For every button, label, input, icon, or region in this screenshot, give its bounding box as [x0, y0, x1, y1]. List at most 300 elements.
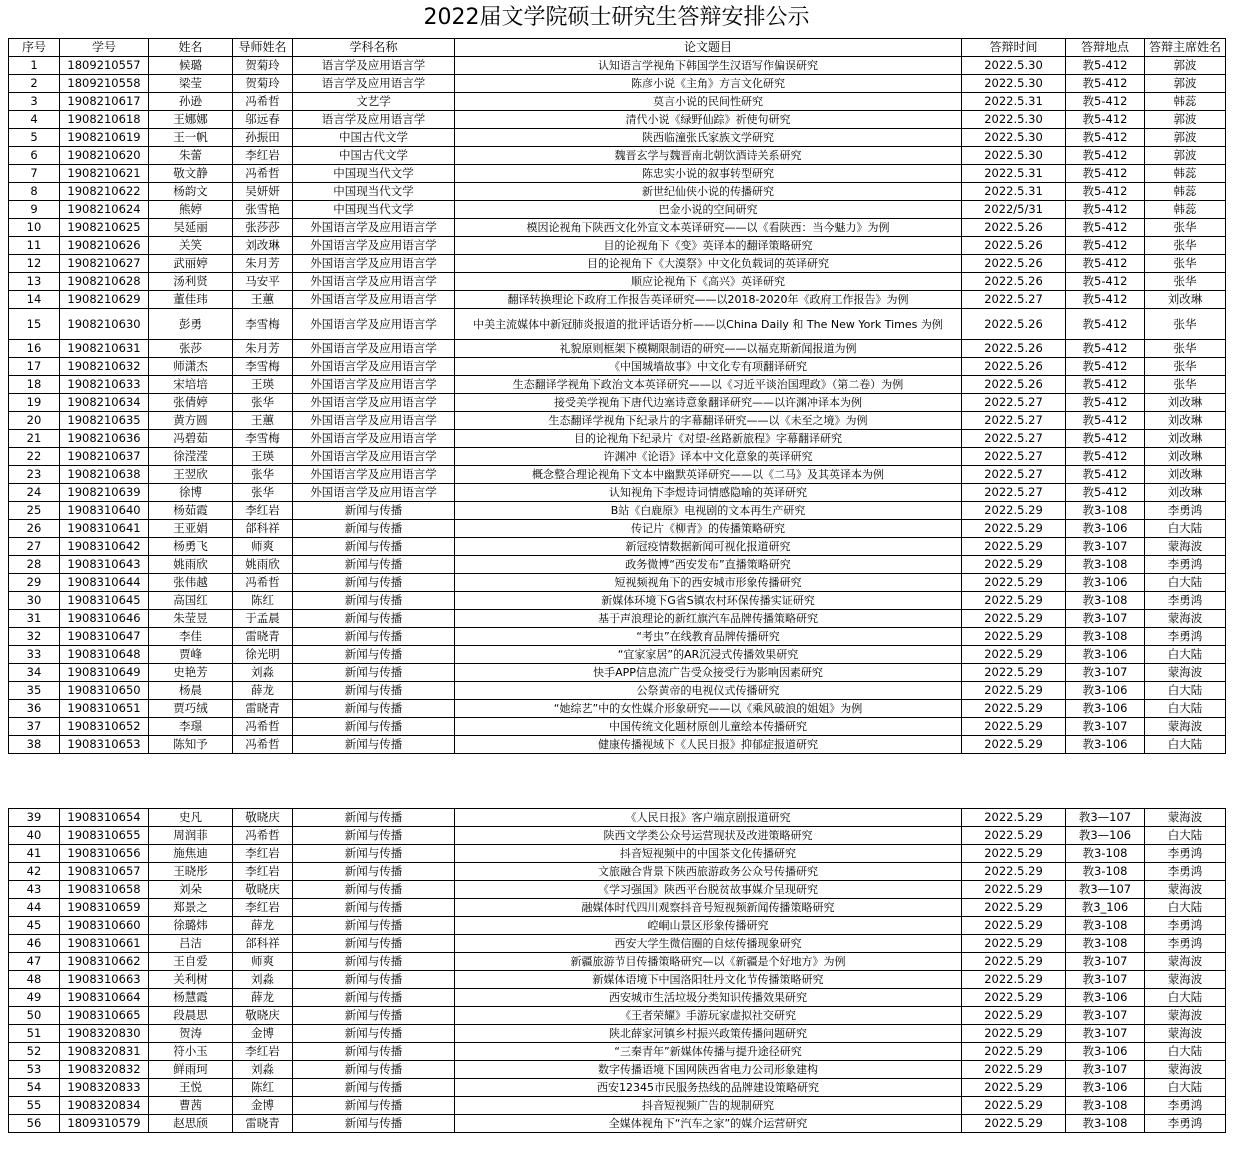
cell-advisor: 刘淼 — [233, 1061, 293, 1079]
cell-discipline: 新闻与传播 — [293, 1043, 455, 1061]
cell-defense-location: 教5-412 — [1066, 183, 1145, 201]
cell-name: 赵思颀 — [149, 1115, 233, 1133]
table-row — [9, 57, 1226, 75]
cell-chair: 张华 — [1145, 376, 1226, 394]
cell-defense-time: 2022.5.29 — [962, 1079, 1066, 1097]
cell-no: 4 — [9, 111, 60, 129]
cell-defense-time: 2022.5.27 — [962, 412, 1066, 430]
cell-defense-location: 教3-108 — [1066, 1115, 1145, 1133]
cell-discipline: 新闻与传播 — [293, 935, 455, 953]
cell-discipline: 新闻与传播 — [293, 574, 455, 592]
cell-thesis-title: 传记片《柳青》的传播策略研究 — [455, 520, 962, 538]
cell-discipline: 外国语言学及应用语言学 — [293, 412, 455, 430]
cell-advisor: 刘改琳 — [233, 237, 293, 255]
cell-discipline: 新闻与传播 — [293, 845, 455, 863]
table-row — [9, 845, 1226, 863]
table-row — [9, 809, 1226, 827]
cell-no: 10 — [9, 219, 60, 237]
cell-chair: 张华 — [1145, 273, 1226, 291]
cell-thesis-title: 新媒体环境下G省S镇农村环保传播实证研究 — [455, 592, 962, 610]
cell-defense-location: 教5-412 — [1066, 201, 1145, 219]
cell-defense-time: 2022.5.29 — [962, 610, 1066, 628]
cell-discipline: 外国语言学及应用语言学 — [293, 340, 455, 358]
cell-student-id: 1908310641 — [60, 520, 149, 538]
cell-name: 郑景之 — [149, 899, 233, 917]
cell-student-id: 1908210625 — [60, 219, 149, 237]
cell-name: 武丽婷 — [149, 255, 233, 273]
cell-defense-location: 教3-106 — [1066, 989, 1145, 1007]
cell-advisor: 于孟晨 — [233, 610, 293, 628]
cell-advisor: 冯希哲 — [233, 574, 293, 592]
cell-advisor: 李红岩 — [233, 502, 293, 520]
table-row — [9, 1061, 1226, 1079]
table-row — [9, 376, 1226, 394]
cell-thesis-title: 翻译转换理论下政府工作报告英译研究——以2018-2020年《政府工作报告》为例 — [455, 291, 962, 309]
page-title: 2022届文学院硕士研究生答辩安排公示 — [423, 5, 810, 30]
cell-discipline: 中国古代文学 — [293, 129, 455, 147]
cell-defense-location: 教3-107 — [1066, 1007, 1145, 1025]
cell-defense-time: 2022.5.29 — [962, 917, 1066, 935]
cell-name: 贺涛 — [149, 1025, 233, 1043]
cell-thesis-title: 融媒体时代四川观察抖音号短视频新闻传播策略研究 — [455, 899, 962, 917]
cell-defense-location: 教5-412 — [1066, 255, 1145, 273]
cell-chair: 张华 — [1145, 358, 1226, 376]
cell-chair: 李勇鸿 — [1145, 628, 1226, 646]
cell-defense-location: 教3-108 — [1066, 917, 1145, 935]
table-row — [9, 201, 1226, 219]
cell-discipline: 外国语言学及应用语言学 — [293, 309, 455, 340]
cell-chair: 蒙海波 — [1145, 718, 1226, 736]
cell-defense-location: 教5-412 — [1066, 358, 1145, 376]
cell-name: 鲜雨珂 — [149, 1061, 233, 1079]
cell-thesis-title: B站《白鹿原》电视剧的文本再生产研究 — [455, 502, 962, 520]
cell-advisor: 雷晓青 — [233, 1115, 293, 1133]
cell-no: 1 — [9, 57, 60, 75]
table-row — [9, 1097, 1226, 1115]
cell-no: 25 — [9, 502, 60, 520]
cell-chair: 白大陆 — [1145, 520, 1226, 538]
cell-chair: 白大陆 — [1145, 827, 1226, 845]
cell-chair: 李勇鸿 — [1145, 845, 1226, 863]
cell-name: 张伟越 — [149, 574, 233, 592]
cell-defense-location: 教3-106 — [1066, 520, 1145, 538]
cell-thesis-title: 崆峒山景区形象传播研究 — [455, 917, 962, 935]
cell-chair: 白大陆 — [1145, 736, 1226, 754]
cell-name: 吴延丽 — [149, 219, 233, 237]
cell-advisor: 李雪梅 — [233, 309, 293, 340]
cell-chair: 蒙海波 — [1145, 538, 1226, 556]
cell-defense-time: 2022.5.29 — [962, 592, 1066, 610]
cell-discipline: 外国语言学及应用语言学 — [293, 237, 455, 255]
cell-student-id: 1809310579 — [60, 1115, 149, 1133]
cell-discipline: 新闻与传播 — [293, 592, 455, 610]
cell-advisor: 李红岩 — [233, 845, 293, 863]
cell-discipline: 外国语言学及应用语言学 — [293, 430, 455, 448]
cell-chair: 白大陆 — [1145, 1079, 1226, 1097]
cell-defense-time: 2022.5.29 — [962, 502, 1066, 520]
cell-discipline: 外国语言学及应用语言学 — [293, 291, 455, 309]
cell-student-id: 1908210622 — [60, 183, 149, 201]
cell-thesis-title: 目的论视角下《变》英译本的翻译策略研究 — [455, 237, 962, 255]
header-row — [9, 39, 1226, 57]
cell-advisor: 郃科祥 — [233, 520, 293, 538]
cell-defense-time: 2022.5.31 — [962, 93, 1066, 111]
cell-defense-location: 教3-107 — [1066, 538, 1145, 556]
table-row — [9, 592, 1226, 610]
cell-advisor: 李红岩 — [233, 863, 293, 881]
cell-thesis-title: 健康传播视域下《人民日报》抑郁症报道研究 — [455, 736, 962, 754]
cell-defense-location: 教3-106 — [1066, 736, 1145, 754]
cell-name: 徐滢滢 — [149, 448, 233, 466]
cell-chair: 李勇鸿 — [1145, 863, 1226, 881]
cell-thesis-title: 认知语言学视角下韩国学生汉语写作偏误研究 — [455, 57, 962, 75]
cell-thesis-title: 西安12345市民服务热线的品牌建设策略研究 — [455, 1079, 962, 1097]
cell-discipline: 新闻与传播 — [293, 520, 455, 538]
cell-student-id: 1908310654 — [60, 809, 149, 827]
cell-name: 符小玉 — [149, 1043, 233, 1061]
cell-thesis-title: “她综艺”中的女性媒介形象研究——以《乘风破浪的姐姐》为例 — [455, 700, 962, 718]
cell-student-id: 1908310656 — [60, 845, 149, 863]
col-header-no: 序号 — [9, 39, 60, 57]
cell-defense-time: 2022.5.31 — [962, 183, 1066, 201]
table-row — [9, 953, 1226, 971]
cell-defense-location: 教3-107 — [1066, 718, 1145, 736]
cell-chair: 白大陆 — [1145, 700, 1226, 718]
cell-no: 14 — [9, 291, 60, 309]
cell-defense-time: 2022.5.27 — [962, 291, 1066, 309]
col-header-discipline: 学科名称 — [293, 39, 455, 57]
cell-discipline: 新闻与传播 — [293, 556, 455, 574]
cell-thesis-title: 模因论视角下陕西文化外宣文本英译研究——以《看陕西：当今魅力》为例 — [455, 219, 962, 237]
cell-thesis-title: 《学习强国》陕西平台脱贫故事媒介呈现研究 — [455, 881, 962, 899]
cell-defense-time: 2022.5.29 — [962, 538, 1066, 556]
cell-thesis-title: 《中国城墙故事》中文化专有项翻译研究 — [455, 358, 962, 376]
cell-student-id: 1809210557 — [60, 57, 149, 75]
table-row — [9, 989, 1226, 1007]
cell-defense-location: 教3—107 — [1066, 809, 1145, 827]
cell-student-id: 1908210634 — [60, 394, 149, 412]
cell-defense-time: 2022.5.27 — [962, 430, 1066, 448]
cell-advisor: 陈红 — [233, 592, 293, 610]
cell-defense-location: 教3-107 — [1066, 1025, 1145, 1043]
table-row — [9, 700, 1226, 718]
cell-no: 35 — [9, 682, 60, 700]
cell-name: 王亚娟 — [149, 520, 233, 538]
cell-discipline: 语言学及应用语言学 — [293, 75, 455, 93]
table-row — [9, 111, 1226, 129]
cell-thesis-title: 《人民日报》客户端京剧报道研究 — [455, 809, 962, 827]
cell-defense-location: 教3-107 — [1066, 1061, 1145, 1079]
cell-discipline: 中国现当代文学 — [293, 201, 455, 219]
cell-defense-time: 2022.5.30 — [962, 75, 1066, 93]
cell-student-id: 1908210638 — [60, 466, 149, 484]
table-row — [9, 917, 1226, 935]
cell-defense-time: 2022.5.26 — [962, 219, 1066, 237]
cell-student-id: 1908210628 — [60, 273, 149, 291]
cell-chair: 李勇鸿 — [1145, 592, 1226, 610]
cell-thesis-title: 认知视角下李煜诗词情感隐喻的英译研究 — [455, 484, 962, 502]
cell-defense-location: 教3-107 — [1066, 664, 1145, 682]
cell-student-id: 1908310655 — [60, 827, 149, 845]
cell-no: 52 — [9, 1043, 60, 1061]
cell-defense-location: 教3-108 — [1066, 935, 1145, 953]
cell-discipline: 中国现当代文学 — [293, 183, 455, 201]
cell-no: 51 — [9, 1025, 60, 1043]
cell-no: 55 — [9, 1097, 60, 1115]
cell-defense-time: 2022.5.29 — [962, 718, 1066, 736]
cell-chair: 张华 — [1145, 255, 1226, 273]
table-row — [9, 165, 1226, 183]
cell-discipline: 新闻与传播 — [293, 538, 455, 556]
cell-chair: 白大陆 — [1145, 682, 1226, 700]
cell-defense-location: 教3-106 — [1066, 1079, 1145, 1097]
cell-no: 28 — [9, 556, 60, 574]
cell-defense-time: 2022.5.29 — [962, 971, 1066, 989]
cell-discipline: 新闻与传播 — [293, 682, 455, 700]
cell-thesis-title: 生态翻译学视角下纪录片的字幕翻译研究——以《未至之境》为例 — [455, 412, 962, 430]
cell-thesis-title: 抖音短视频中的中国茶文化传播研究 — [455, 845, 962, 863]
cell-no: 3 — [9, 93, 60, 111]
cell-defense-location: 教5-412 — [1066, 273, 1145, 291]
cell-advisor: 师爽 — [233, 538, 293, 556]
cell-chair: 李勇鸿 — [1145, 1097, 1226, 1115]
cell-defense-time: 2022.5.29 — [962, 700, 1066, 718]
cell-student-id: 1908210639 — [60, 484, 149, 502]
cell-no: 27 — [9, 538, 60, 556]
cell-advisor: 徐光明 — [233, 646, 293, 664]
cell-name: 贾巧绒 — [149, 700, 233, 718]
table-row — [9, 1007, 1226, 1025]
cell-name: 刘朵 — [149, 881, 233, 899]
table-row — [9, 484, 1226, 502]
cell-name: 贾峰 — [149, 646, 233, 664]
cell-defense-location: 教3-107 — [1066, 610, 1145, 628]
cell-discipline: 新闻与传播 — [293, 863, 455, 881]
cell-name: 关利树 — [149, 971, 233, 989]
cell-thesis-title: 陕西临潼张氏家族文学研究 — [455, 129, 962, 147]
cell-student-id: 1908310652 — [60, 718, 149, 736]
cell-defense-location: 教3-106 — [1066, 574, 1145, 592]
cell-defense-time: 2022.5.29 — [962, 646, 1066, 664]
cell-name: 熊婷 — [149, 201, 233, 219]
cell-name: 徐璐炜 — [149, 917, 233, 935]
cell-chair: 蒙海波 — [1145, 1025, 1226, 1043]
cell-defense-time: 2022.5.29 — [962, 863, 1066, 881]
cell-student-id: 1908310665 — [60, 1007, 149, 1025]
cell-thesis-title: 新媒体语境下中国洛阳牡丹文化节传播策略研究 — [455, 971, 962, 989]
table-row — [9, 412, 1226, 430]
cell-chair: 刘改琳 — [1145, 394, 1226, 412]
cell-defense-location: 教3-106 — [1066, 682, 1145, 700]
table-row — [9, 340, 1226, 358]
cell-defense-time: 2022/5/31 — [962, 201, 1066, 219]
table-row — [9, 1025, 1226, 1043]
cell-chair: 张华 — [1145, 309, 1226, 340]
cell-no: 32 — [9, 628, 60, 646]
cell-discipline: 语言学及应用语言学 — [293, 57, 455, 75]
cell-chair: 郭波 — [1145, 111, 1226, 129]
cell-name: 段晨思 — [149, 1007, 233, 1025]
cell-student-id: 1908210621 — [60, 165, 149, 183]
cell-student-id: 1908310651 — [60, 700, 149, 718]
cell-advisor: 姚雨欣 — [233, 556, 293, 574]
table-row — [9, 291, 1226, 309]
cell-no: 26 — [9, 520, 60, 538]
cell-advisor: 刘淼 — [233, 971, 293, 989]
cell-thesis-title: 顺应论视角下《高兴》英译研究 — [455, 273, 962, 291]
cell-thesis-title: 新世纪仙侠小说的传播研究 — [455, 183, 962, 201]
cell-defense-location: 教3-106 — [1066, 700, 1145, 718]
cell-defense-location: 教5-412 — [1066, 75, 1145, 93]
cell-no: 20 — [9, 412, 60, 430]
cell-discipline: 新闻与传播 — [293, 664, 455, 682]
cell-defense-time: 2022.5.29 — [962, 827, 1066, 845]
cell-defense-location: 教5-412 — [1066, 412, 1145, 430]
cell-discipline: 新闻与传播 — [293, 610, 455, 628]
cell-name: 张莎 — [149, 340, 233, 358]
table-row — [9, 899, 1226, 917]
cell-advisor: 冯希哲 — [233, 93, 293, 111]
cell-no: 11 — [9, 237, 60, 255]
cell-name: 王娜娜 — [149, 111, 233, 129]
cell-chair: 郭波 — [1145, 129, 1226, 147]
cell-discipline: 新闻与传播 — [293, 1007, 455, 1025]
cell-chair: 刘改琳 — [1145, 291, 1226, 309]
cell-chair: 白大陆 — [1145, 1043, 1226, 1061]
cell-advisor: 敬晓庆 — [233, 881, 293, 899]
cell-student-id: 1908310648 — [60, 646, 149, 664]
cell-no: 56 — [9, 1115, 60, 1133]
cell-thesis-title: 巴金小说的空间研究 — [455, 201, 962, 219]
cell-no: 5 — [9, 129, 60, 147]
cell-defense-time: 2022.5.29 — [962, 989, 1066, 1007]
table-row — [9, 935, 1226, 953]
cell-defense-location: 教5-412 — [1066, 448, 1145, 466]
cell-no: 24 — [9, 484, 60, 502]
cell-student-id: 1908310642 — [60, 538, 149, 556]
table-row — [9, 273, 1226, 291]
cell-name: 史艳芳 — [149, 664, 233, 682]
cell-no: 17 — [9, 358, 60, 376]
cell-no: 37 — [9, 718, 60, 736]
cell-defense-location: 教3-108 — [1066, 863, 1145, 881]
table-row — [9, 538, 1226, 556]
cell-thesis-title: 中美主流媒体中新冠肺炎报道的批评话语分析——以China Daily 和 The New York Times 为例 — [455, 309, 962, 340]
cell-name: 彭勇 — [149, 309, 233, 340]
cell-defense-location: 教3-107 — [1066, 953, 1145, 971]
cell-defense-location: 教5-412 — [1066, 466, 1145, 484]
cell-defense-location: 教3-108 — [1066, 502, 1145, 520]
cell-defense-time: 2022.5.26 — [962, 376, 1066, 394]
cell-student-id: 1908310657 — [60, 863, 149, 881]
cell-no: 29 — [9, 574, 60, 592]
table-row — [9, 664, 1226, 682]
cell-defense-location: 教5-412 — [1066, 219, 1145, 237]
cell-defense-location: 教3-106 — [1066, 1043, 1145, 1061]
table-row — [9, 1079, 1226, 1097]
cell-discipline: 外国语言学及应用语言学 — [293, 255, 455, 273]
cell-discipline: 语言学及应用语言学 — [293, 111, 455, 129]
cell-student-id: 1809210558 — [60, 75, 149, 93]
cell-student-id: 1908210624 — [60, 201, 149, 219]
cell-advisor: 郃科祥 — [233, 935, 293, 953]
cell-thesis-title: 公祭黄帝的电视仪式传播研究 — [455, 682, 962, 700]
cell-no: 22 — [9, 448, 60, 466]
cell-defense-location: 教3-108 — [1066, 845, 1145, 863]
cell-thesis-title: 西安城市生活垃圾分类知识传播效果研究 — [455, 989, 962, 1007]
cell-chair: 张华 — [1145, 219, 1226, 237]
cell-name: 王一帆 — [149, 129, 233, 147]
cell-thesis-title: 许渊冲《论语》译本中文化意象的英译研究 — [455, 448, 962, 466]
cell-chair: 蒙海波 — [1145, 953, 1226, 971]
cell-chair: 李勇鸿 — [1145, 935, 1226, 953]
col-header-name: 姓名 — [149, 39, 233, 57]
cell-name: 王翌欣 — [149, 466, 233, 484]
cell-no: 34 — [9, 664, 60, 682]
cell-thesis-title: 陈忠实小说的叙事转型研究 — [455, 165, 962, 183]
cell-student-id: 1908310643 — [60, 556, 149, 574]
cell-thesis-title: 目的论视角下纪录片《对望-丝路新旅程》字幕翻译研究 — [455, 430, 962, 448]
col-header-defense-time: 答辩时间 — [962, 39, 1066, 57]
cell-thesis-title: 概念整合理论视角下文本中幽默英译研究——以《二马》及其英译本为例 — [455, 466, 962, 484]
col-header-advisor: 导师姓名 — [233, 39, 293, 57]
cell-no: 33 — [9, 646, 60, 664]
table-row — [9, 394, 1226, 412]
table-row — [9, 448, 1226, 466]
cell-name: 杨茹霞 — [149, 502, 233, 520]
cell-thesis-title: 陈彦小说《主角》方言文化研究 — [455, 75, 962, 93]
cell-defense-time: 2022.5.29 — [962, 664, 1066, 682]
cell-discipline: 新闻与传播 — [293, 718, 455, 736]
cell-thesis-title: 《王者荣耀》手游玩家虚拟社交研究 — [455, 1007, 962, 1025]
cell-defense-location: 教5-412 — [1066, 430, 1145, 448]
cell-advisor: 王瑛 — [233, 448, 293, 466]
cell-thesis-title: 清代小说《绿野仙踪》祈使句研究 — [455, 111, 962, 129]
cell-no: 36 — [9, 700, 60, 718]
cell-discipline: 新闻与传播 — [293, 1097, 455, 1115]
cell-discipline: 外国语言学及应用语言学 — [293, 394, 455, 412]
cell-name: 董佳玮 — [149, 291, 233, 309]
cell-discipline: 中国现当代文学 — [293, 165, 455, 183]
cell-discipline: 新闻与传播 — [293, 971, 455, 989]
cell-defense-time: 2022.5.29 — [962, 1061, 1066, 1079]
cell-advisor: 李红岩 — [233, 147, 293, 165]
cell-chair: 白大陆 — [1145, 989, 1226, 1007]
cell-defense-time: 2022.5.29 — [962, 953, 1066, 971]
cell-no: 46 — [9, 935, 60, 953]
cell-thesis-title: 短视频视角下的西安城市形象传播研究 — [455, 574, 962, 592]
cell-advisor: 雷晓青 — [233, 700, 293, 718]
cell-defense-time: 2022.5.29 — [962, 1115, 1066, 1133]
cell-defense-location: 教3-108 — [1066, 1097, 1145, 1115]
cell-thesis-title: 数字传播语境下国网陕西省电力公司形象建构 — [455, 1061, 962, 1079]
cell-chair: 蒙海波 — [1145, 881, 1226, 899]
cell-thesis-title: 陕西文学类公众号运营现状及改进策略研究 — [455, 827, 962, 845]
cell-no: 31 — [9, 610, 60, 628]
col-header-student-id: 学号 — [60, 39, 149, 57]
cell-defense-location: 教5-412 — [1066, 93, 1145, 111]
cell-advisor: 王蕙 — [233, 412, 293, 430]
defense-table-part-2 — [8, 808, 1226, 1133]
cell-thesis-title: 礼貌原则框架下模糊限制语的研究——以福克斯新闻报道为例 — [455, 340, 962, 358]
cell-name: 高国红 — [149, 592, 233, 610]
cell-advisor: 薛龙 — [233, 682, 293, 700]
cell-defense-location: 教5-412 — [1066, 129, 1145, 147]
cell-thesis-title: 基于声浪理论的新红旗汽车品牌传播策略研究 — [455, 610, 962, 628]
cell-chair: 刘改琳 — [1145, 448, 1226, 466]
cell-discipline: 外国语言学及应用语言学 — [293, 376, 455, 394]
cell-chair: 刘改琳 — [1145, 412, 1226, 430]
